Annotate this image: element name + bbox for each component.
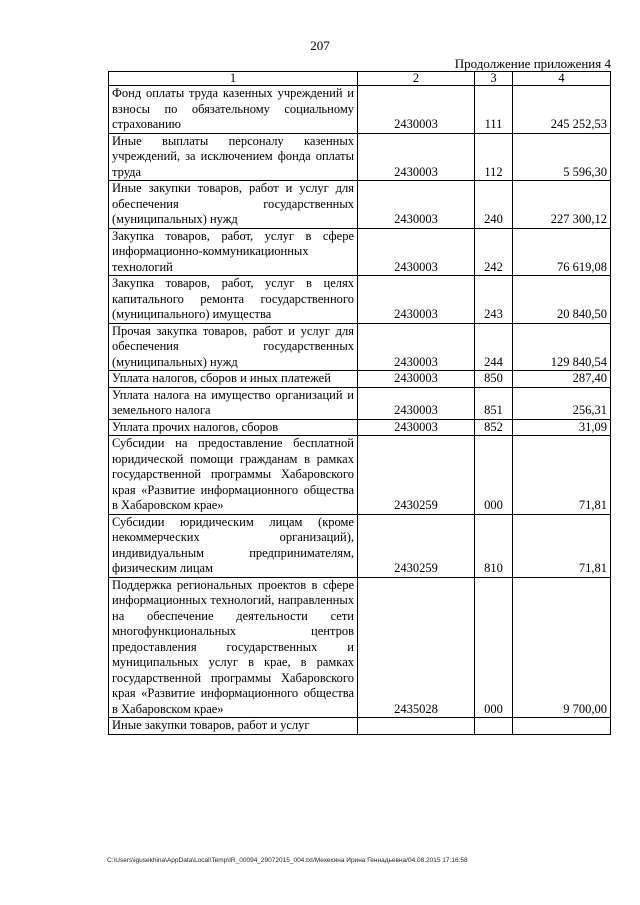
row-target: 2430003: [358, 387, 475, 419]
row-name: Закупка товаров, работ, услуг в сфере информационно-коммуникационных технологий: [109, 228, 358, 276]
row-target: 2430003: [358, 228, 475, 276]
table-row: [109, 436, 611, 515]
row-amount: 71,81: [513, 514, 611, 577]
table-row: [109, 514, 611, 577]
column-header-target: 2: [358, 72, 475, 86]
row-type: 810: [475, 514, 513, 577]
row-amount: 129 840,54: [513, 323, 611, 371]
row-type: [475, 718, 513, 735]
row-amount: 287,40: [513, 371, 611, 388]
continuation-label: Продолжение приложения 4: [454, 56, 611, 71]
row-amount: [513, 718, 611, 735]
table-row: [109, 276, 611, 324]
table-row: [109, 577, 611, 718]
row-amount: 9 700,00: [513, 577, 611, 718]
row-amount: 256,31: [513, 387, 611, 419]
row-name: Иные выплаты персоналу казенных учреждений, за исключением фонда оплаты труда: [109, 133, 358, 181]
row-target: 2430003: [358, 371, 475, 388]
row-type: 000: [475, 577, 513, 718]
row-name: Иные закупки товаров, работ и услуг для обеспечения государственных (муниципальных) нужд: [109, 181, 358, 229]
row-amount: 71,81: [513, 436, 611, 515]
row-type: 852: [475, 419, 513, 436]
row-amount: 5 596,30: [513, 133, 611, 181]
row-target: 2430003: [358, 181, 475, 229]
row-type: 240: [475, 181, 513, 229]
row-target: 2430003: [358, 276, 475, 324]
row-name: Субсидии на предоставление бесплатной юридической помощи гражданам в рамках государственной программы Хабаровского края «Развитие информационного общества в Хабаровском крае»: [109, 436, 358, 515]
budget-table: [108, 71, 611, 735]
row-type: 851: [475, 387, 513, 419]
row-target: 2430003: [358, 323, 475, 371]
page-number: 207: [310, 38, 330, 53]
row-name: Поддержка региональных проектов в сфере информационных технологий, направленных на обеспечение деятельности сети многофункциональных центров предоставления государственных и муниципальных услуг в крае, в рамках государственной программы Хабаровского края «Развитие информационного общества в Хабаровском крае»: [109, 577, 358, 718]
table-row: [109, 133, 611, 181]
row-target: 2430003: [358, 419, 475, 436]
table-row: [109, 419, 611, 436]
row-target: 2430259: [358, 514, 475, 577]
row-name: Иные закупки товаров, работ и услуг: [109, 718, 358, 735]
row-name: Субсидии юридическим лицам (кроме некоммерческих организаций), индивидуальным предпринимателям, физическим лицам: [109, 514, 358, 577]
row-name: Уплата налога на имущество организаций и земельного налога: [109, 387, 358, 419]
column-header-name: 1: [109, 72, 358, 86]
row-amount: 31,09: [513, 419, 611, 436]
table-row: [109, 86, 611, 134]
row-name: Фонд оплаты труда казенных учреждений и взносы по обязательному социальному страхованию: [109, 86, 358, 134]
row-type: 243: [475, 276, 513, 324]
row-target: 2430003: [358, 133, 475, 181]
row-type: 242: [475, 228, 513, 276]
row-type: 000: [475, 436, 513, 515]
row-target: 2430259: [358, 436, 475, 515]
row-name: Прочая закупка товаров, работ и услуг для обеспечения государственных (муниципальных) нужд: [109, 323, 358, 371]
row-amount: 20 840,50: [513, 276, 611, 324]
row-type: 111: [475, 86, 513, 134]
table-row: [109, 718, 611, 735]
row-name: Уплата прочих налогов, сборов: [109, 419, 358, 436]
column-header-type: 3: [475, 72, 513, 86]
column-header-amount: 4: [513, 72, 611, 86]
row-amount: 245 252,53: [513, 86, 611, 134]
row-target: [358, 718, 475, 735]
table-row: [109, 371, 611, 388]
table-row: [109, 323, 611, 371]
table-row: [109, 228, 611, 276]
table-header-row: [109, 72, 611, 86]
row-amount: 76 619,08: [513, 228, 611, 276]
row-name: Закупка товаров, работ, услуг в целях капитального ремонта государственного (муниципального) имущества: [109, 276, 358, 324]
table-row: [109, 181, 611, 229]
row-type: 112: [475, 133, 513, 181]
table-row: [109, 387, 611, 419]
row-target: 2430003: [358, 86, 475, 134]
row-type: 244: [475, 323, 513, 371]
row-target: 2435028: [358, 577, 475, 718]
row-amount: 227 300,12: [513, 181, 611, 229]
row-type: 850: [475, 371, 513, 388]
row-name: Уплата налогов, сборов и иных платежей: [109, 371, 358, 388]
file-path-footer: C:\Users\igusekhina\AppData\Local\Temp\IR_00094_29072015_004.txt/Мехехина Ирина Геннадьевна/04.08.2015 17:16:58: [107, 857, 468, 864]
